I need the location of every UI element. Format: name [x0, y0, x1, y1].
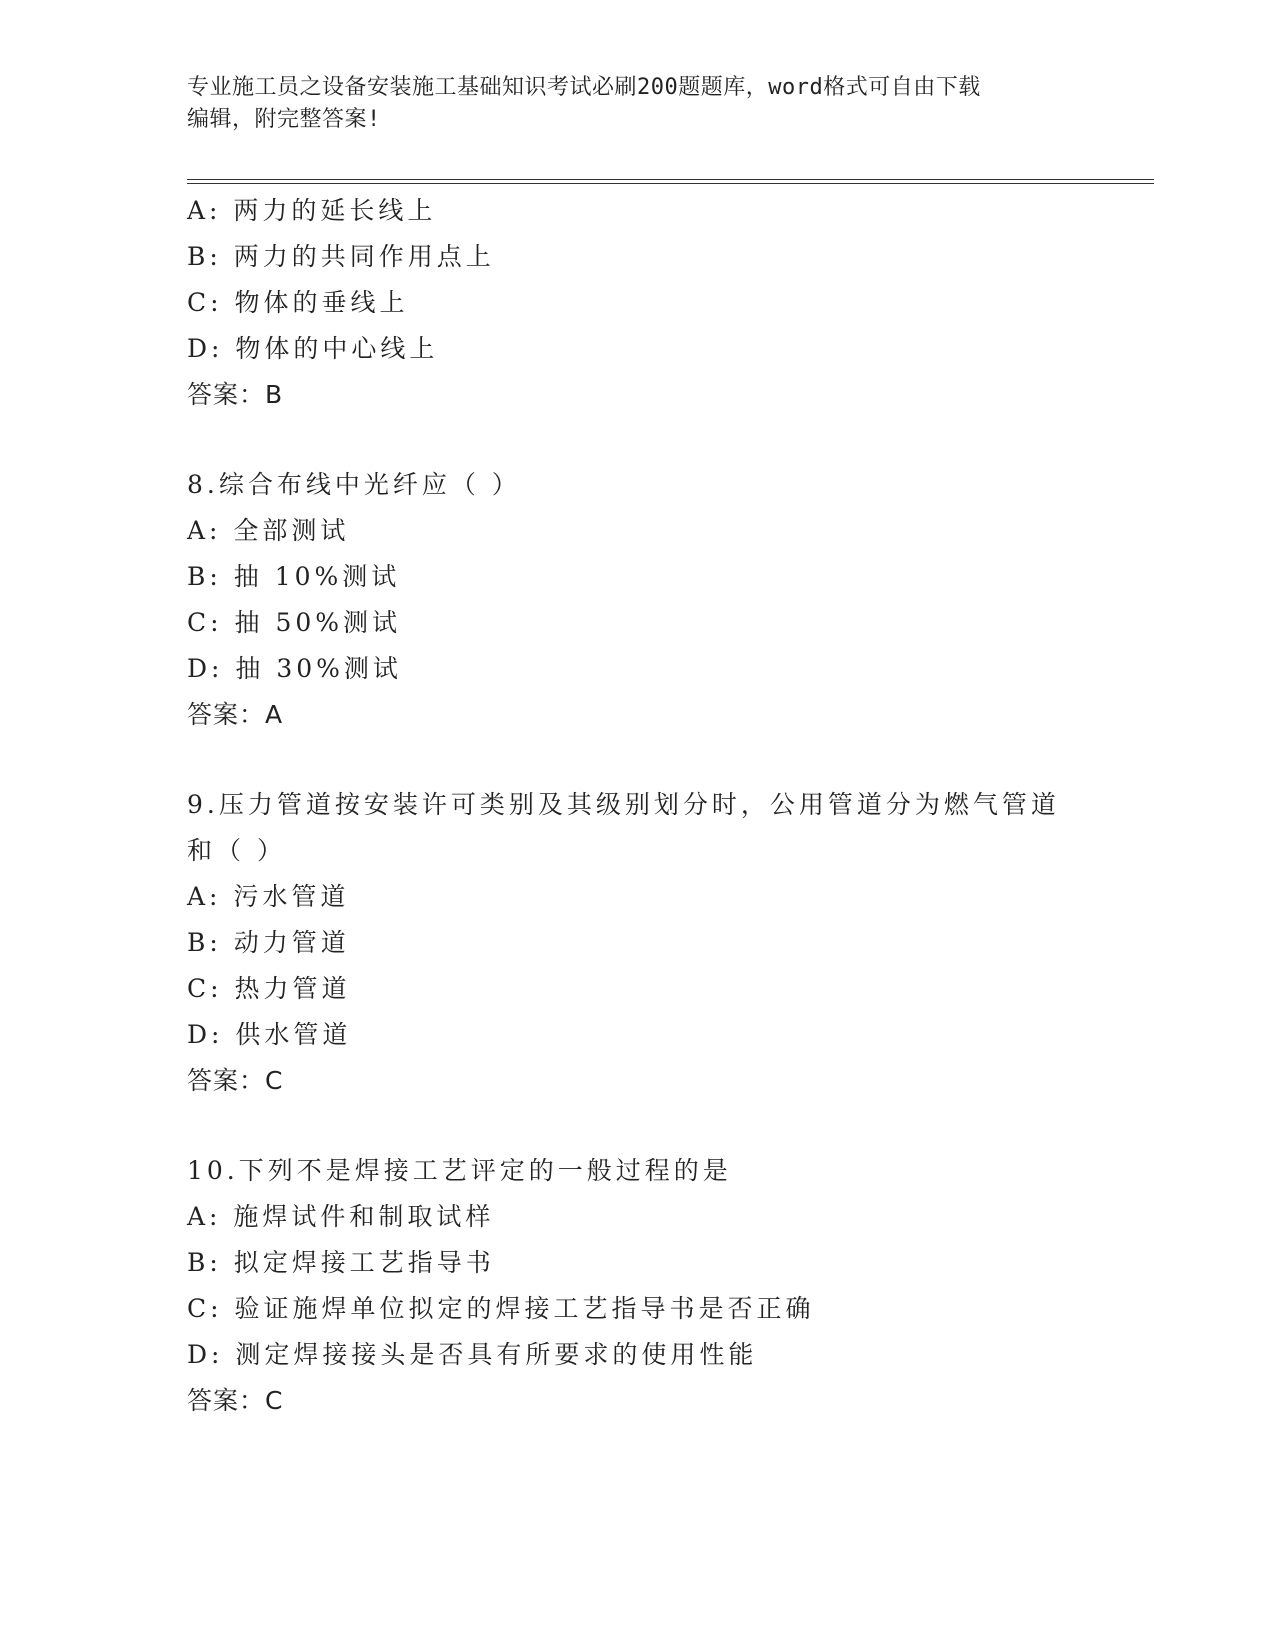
option-a: A: 两力的延长线上: [187, 196, 437, 225]
option-c: C: 物体的垂线上: [187, 288, 409, 317]
option-b: B: 动力管道: [187, 928, 350, 957]
header-line-2: 编辑，附完整答案!: [187, 107, 381, 132]
option-a: A: 污水管道: [187, 882, 350, 911]
answer-label: 答案：C: [187, 1386, 284, 1415]
spacer: [187, 1104, 1147, 1148]
question-8-block: [187, 462, 1147, 738]
spacer: [187, 418, 1147, 462]
document-header: [187, 72, 1067, 136]
question-9-block: [187, 782, 1147, 1104]
answer-label: 答案：C: [187, 1066, 284, 1095]
option-a: A: 全部测试: [187, 516, 350, 545]
option-d: D: 供水管道: [187, 1020, 352, 1049]
option-a: A: 施焊试件和制取试样: [187, 1202, 495, 1231]
option-d: D: 物体的中心线上: [187, 334, 439, 363]
header-divider-bottom: [187, 183, 1154, 184]
option-d: D: 测定焊接接头是否具有所要求的使用性能: [187, 1340, 758, 1369]
question-stem-continued: 和（ ）: [187, 836, 286, 865]
header-divider-top: [187, 179, 1154, 180]
answer-label: 答案：B: [187, 380, 284, 409]
question-stem: 8.综合布线中光纤应（ ）: [187, 470, 521, 499]
option-b: B: 拟定焊接工艺指导书: [187, 1248, 495, 1277]
header-line-1: 专业施工员之设备安装施工基础知识考试必刷200题题库，word格式可自由下载: [187, 75, 981, 100]
option-c: C: 抽 50%测试: [187, 608, 402, 637]
spacer: [187, 738, 1147, 782]
question-list: [187, 188, 1147, 1424]
question-stem: 9.压力管道按安装许可类别及其级别划分时，公用管道分为燃气管道: [187, 790, 1060, 819]
option-b: B: 抽 10%测试: [187, 562, 401, 591]
option-c: C: 验证施焊单位拟定的焊接工艺指导书是否正确: [187, 1294, 815, 1323]
question-7-block: [187, 188, 1147, 418]
question-stem: 10.下列不是焊接工艺评定的一般过程的是: [187, 1156, 732, 1185]
option-b: B: 两力的共同作用点上: [187, 242, 495, 271]
option-c: C: 热力管道: [187, 974, 351, 1003]
question-10-block: [187, 1148, 1147, 1424]
option-d: D: 抽 30%测试: [187, 654, 402, 683]
answer-label: 答案：A: [187, 700, 284, 729]
